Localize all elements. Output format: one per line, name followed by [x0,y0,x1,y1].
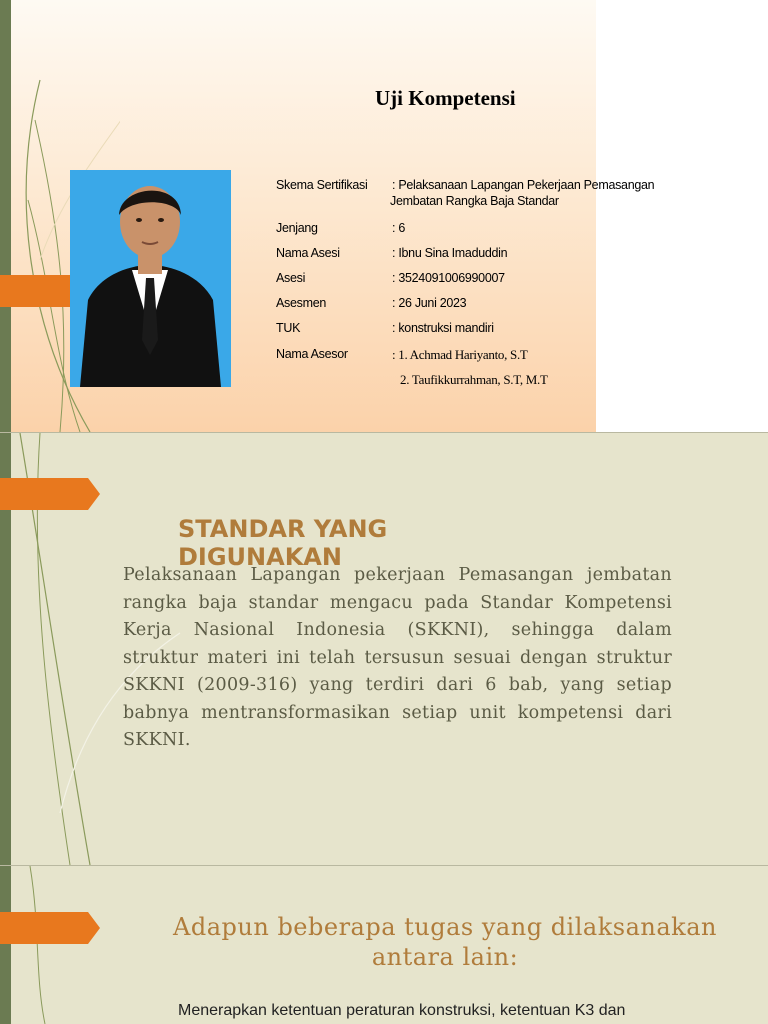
label-nama-asesi: Nama Asesi [276,246,340,260]
label-asesmen: Asesmen [276,296,327,310]
left-accent-bar [0,866,11,1024]
orange-tab [0,275,70,307]
orange-arrow-tab [0,478,100,510]
asesi-photo [70,170,231,387]
label-tuk: TUK [276,321,301,335]
left-accent-bar [0,0,11,432]
body-paragraph: Pelaksanaan Lapangan pekerjaan Pemasangan jembatan rangka baja standar mengacu pada Standar Kompetensi Kerja Nasional Indonesia (SKKNI), sehingga dalam struktur materi ini telah tersusun sesuai dengan struktur SKKNI (2009-316) yang terdiri dari 6 bab, yang setiap babnya mentransformasikan setiap unit kompetensi dari SKKNI. [123,565,672,750]
value-skema-line2: Jembatan Rangka Baja Standar [390,194,559,208]
value-tuk: : konstruksi mandiri [392,321,494,335]
slide-title: Uji Kompetensi [375,86,516,110]
decorative-vines [0,866,120,1024]
label-asesi: Asesi [276,271,306,285]
slide-1 [0,0,768,432]
label-nama-asesor: Nama Asesor [276,347,348,361]
value-jenjang: : 6 [392,221,405,235]
value-asesmen: : 26 Juni 2023 [392,296,467,310]
label-jenjang: Jenjang [276,221,318,235]
list-item-text: Menerapkan ketentuan peraturan konstruksi, ketentuan K3 dan [178,1002,626,1019]
value-skema: : Pelaksanaan Lapangan Pekerjaan Pemasangan [392,178,655,192]
value-asesor-1: : 1. Achmad Hariyanto, S.T [392,347,528,362]
section-heading: STANDAR YANG DIGUNAKAN [178,515,388,571]
label-skema: Skema Sertifikasi [276,178,368,192]
orange-arrow-tab [0,912,100,944]
value-nama-asesi: : Ibnu Sina Imaduddin [392,246,508,260]
value-asesi: : 3524091006990007 [392,271,505,285]
section-heading: Adapun beberapa tugas yang dilaksanakan antara lain: [173,913,717,971]
value-asesor-2: 2. Taufikkurrahman, S.T, M.T [400,372,548,387]
list-item [168,1002,625,1020]
